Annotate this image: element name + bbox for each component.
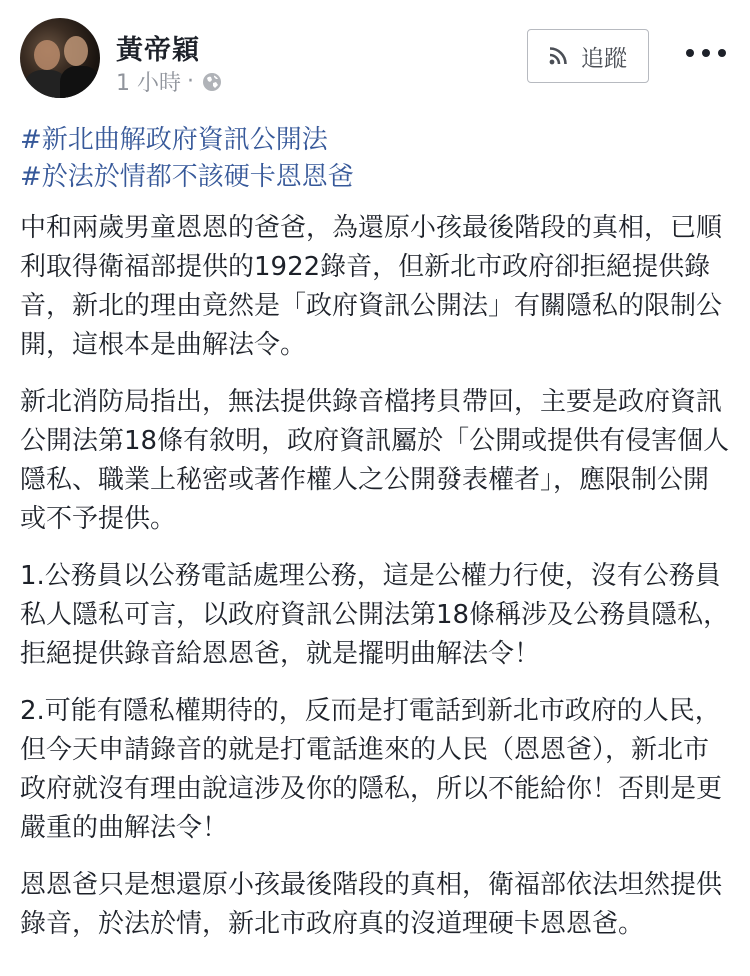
more-dot xyxy=(718,49,726,57)
more-dots-icon xyxy=(686,49,694,57)
follow-label: 追蹤 xyxy=(581,45,627,72)
more-dot xyxy=(702,49,710,57)
rss-icon xyxy=(549,47,567,65)
post-meta xyxy=(116,66,222,97)
post-paragraph: 恩恩爸只是想還原小孩最後階段的真相，衛福部依法坦然提供錄音，於法於情，新北市政府真的沒道理硬卡恩恩爸。 xyxy=(20,870,723,939)
avatar-face-left xyxy=(34,40,60,70)
author-name[interactable]: 黃帝穎 xyxy=(116,35,200,66)
hashtag-link[interactable]: #新北曲解政府資訊公開法 xyxy=(20,125,328,155)
follow-button[interactable] xyxy=(527,29,649,83)
more-options-button[interactable] xyxy=(686,38,726,68)
avatar[interactable] xyxy=(20,18,100,98)
meta-separator: · xyxy=(187,69,194,94)
post-timestamp[interactable]: 1 小時 xyxy=(116,71,181,96)
post-paragraph: 新北消防局指出，無法提供錄音檔拷貝帶回，主要是政府資訊公開法第18條有敘明，政府資訊屬於「公開或提供有侵害個人隱私、職業上秘密或著作權人之公開發表權者」，應限制公開或不予提供。 xyxy=(20,387,730,534)
avatar-face-right xyxy=(64,36,88,66)
post-paragraph: 1.公務員以公務電話處理公務，這是公權力行使，沒有公務員私人隱私可言，以政府資訊公開法第18條稱涉及公務員隱私，拒絕提供錄音給恩恩爸，就是擺明曲解法令！ xyxy=(20,561,730,669)
globe-icon xyxy=(202,72,222,92)
post-paragraph: 2.可能有隱私權期待的，反而是打電話到新北市政府的人民，但今天申請錄音的就是打電話進來的人民（恩恩爸），新北市政府就沒有理由說這涉及你的隱私，所以不能給你！否則是更嚴重的曲解法令！ xyxy=(20,696,723,843)
post-paragraph: 中和兩歲男童恩恩的爸爸，為還原小孩最後階段的真相，已順利取得衛福部提供的1922錄音，但新北市政府卻拒絕提供錄音，新北的理由竟然是「政府資訊公開法」有關隱私的限制公開，這根本是曲解法令。 xyxy=(20,213,723,360)
avatar-figure-right xyxy=(60,66,100,98)
post-body xyxy=(20,122,732,944)
post-header xyxy=(0,0,750,110)
hashtag-link[interactable]: #於法於情都不該硬卡恩恩爸 xyxy=(20,162,354,192)
